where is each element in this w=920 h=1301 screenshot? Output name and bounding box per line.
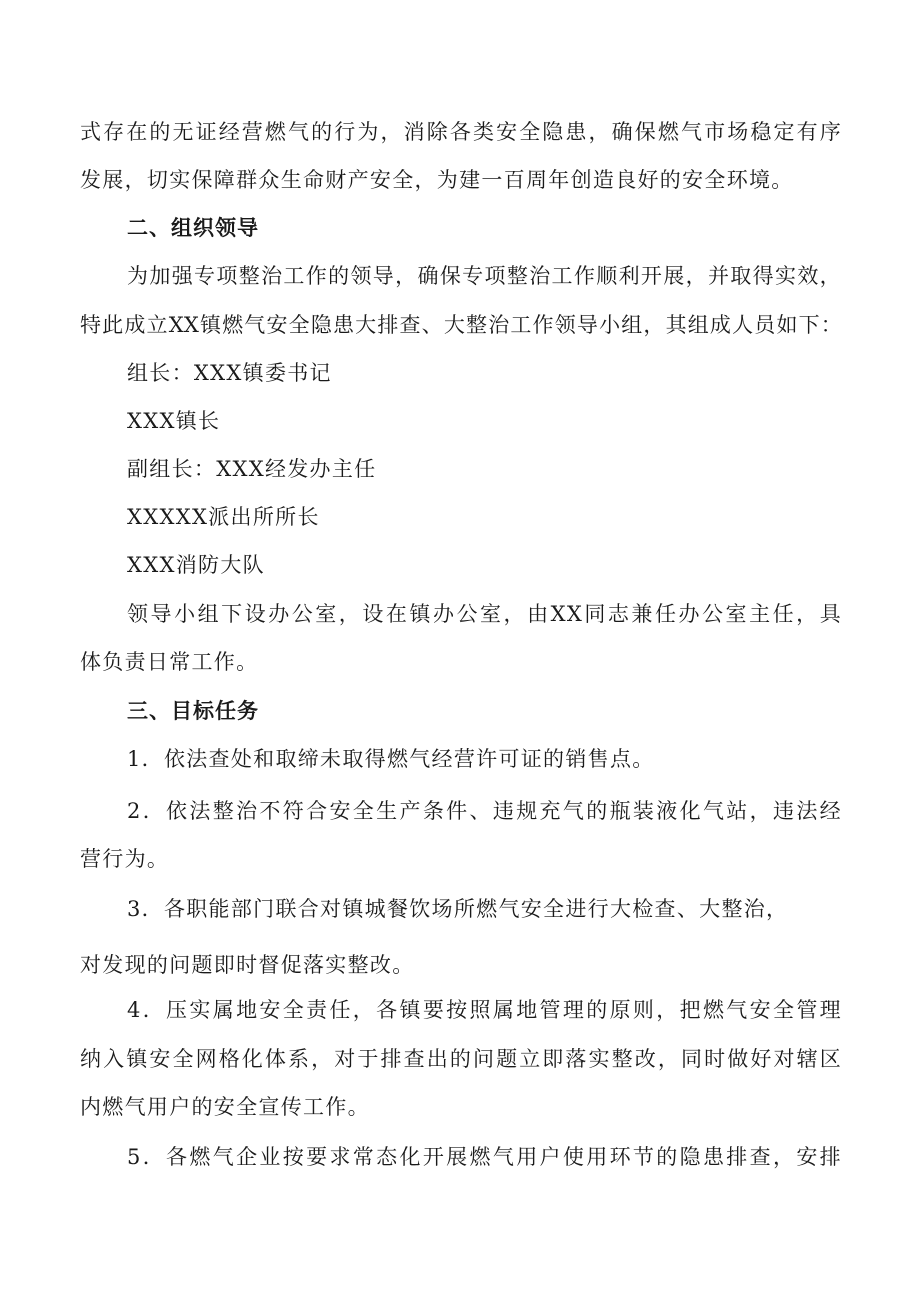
intro-text-line-1: 式存在的无证经营燃气的行为，消除各类安全隐患，确保燃气市场稳定有序 (80, 120, 842, 144)
member-line: XXX消防大队 (127, 553, 265, 577)
office-text-line-2: 体负责日常工作。 (80, 650, 259, 674)
task-item-3-line-1: 3．各职能部门联合对镇城餐饮场所燃气安全进行大检查、大整治， (127, 897, 789, 921)
task-item-1: 1．依法查处和取缔未取得燃气经营许可证的销售点。 (127, 747, 655, 771)
task-item-3-line-2: 对发现的问题即时督促落实整改。 (80, 953, 415, 977)
member-line: XXXXX派出所所长 (127, 505, 320, 529)
member-line: 组长：XXX镇委书记 (127, 361, 332, 385)
intro-text-line-2: 发展，切实保障群众生命财产安全，为建一百周年创造良好的安全环境。 (80, 168, 794, 192)
section-heading-organization: 二、组织领导 (127, 216, 259, 240)
office-text-line-1: 领导小组下设办公室，设在镇办公室，由XX同志兼任办公室主任，具 (127, 602, 842, 626)
task-item-2-line-1: 2．依法整治不符合安全生产条件、违规充气的瓶装液化气站，违法经 (127, 799, 842, 823)
task-item-2-line-2: 营行为。 (80, 847, 170, 871)
organization-text-line-2: 特此成立XX镇燃气安全隐患大排查、大整治工作领导小组，其组成人员如下： (80, 313, 842, 337)
section-heading-targets: 三、目标任务 (127, 699, 259, 723)
task-item-5-line-1: 5．各燃气企业按要求常态化开展燃气用户使用环节的隐患排查，安排 (127, 1145, 842, 1169)
task-item-4-line-1: 4．压实属地安全责任，各镇要按照属地管理的原则，把燃气安全管理 (127, 998, 842, 1022)
member-line: 副组长：XXX经发办主任 (127, 457, 377, 481)
organization-text-line-1: 为加强专项整治工作的领导，确保专项整治工作顺利开展，并取得实效， (127, 264, 842, 288)
member-line: XXX镇长 (127, 409, 221, 433)
task-item-4-line-3: 内燃气用户的安全宣传工作。 (80, 1095, 370, 1119)
task-item-4-line-2: 纳入镇安全网格化体系，对于排查出的问题立即落实整改，同时做好对辖区 (80, 1047, 842, 1071)
